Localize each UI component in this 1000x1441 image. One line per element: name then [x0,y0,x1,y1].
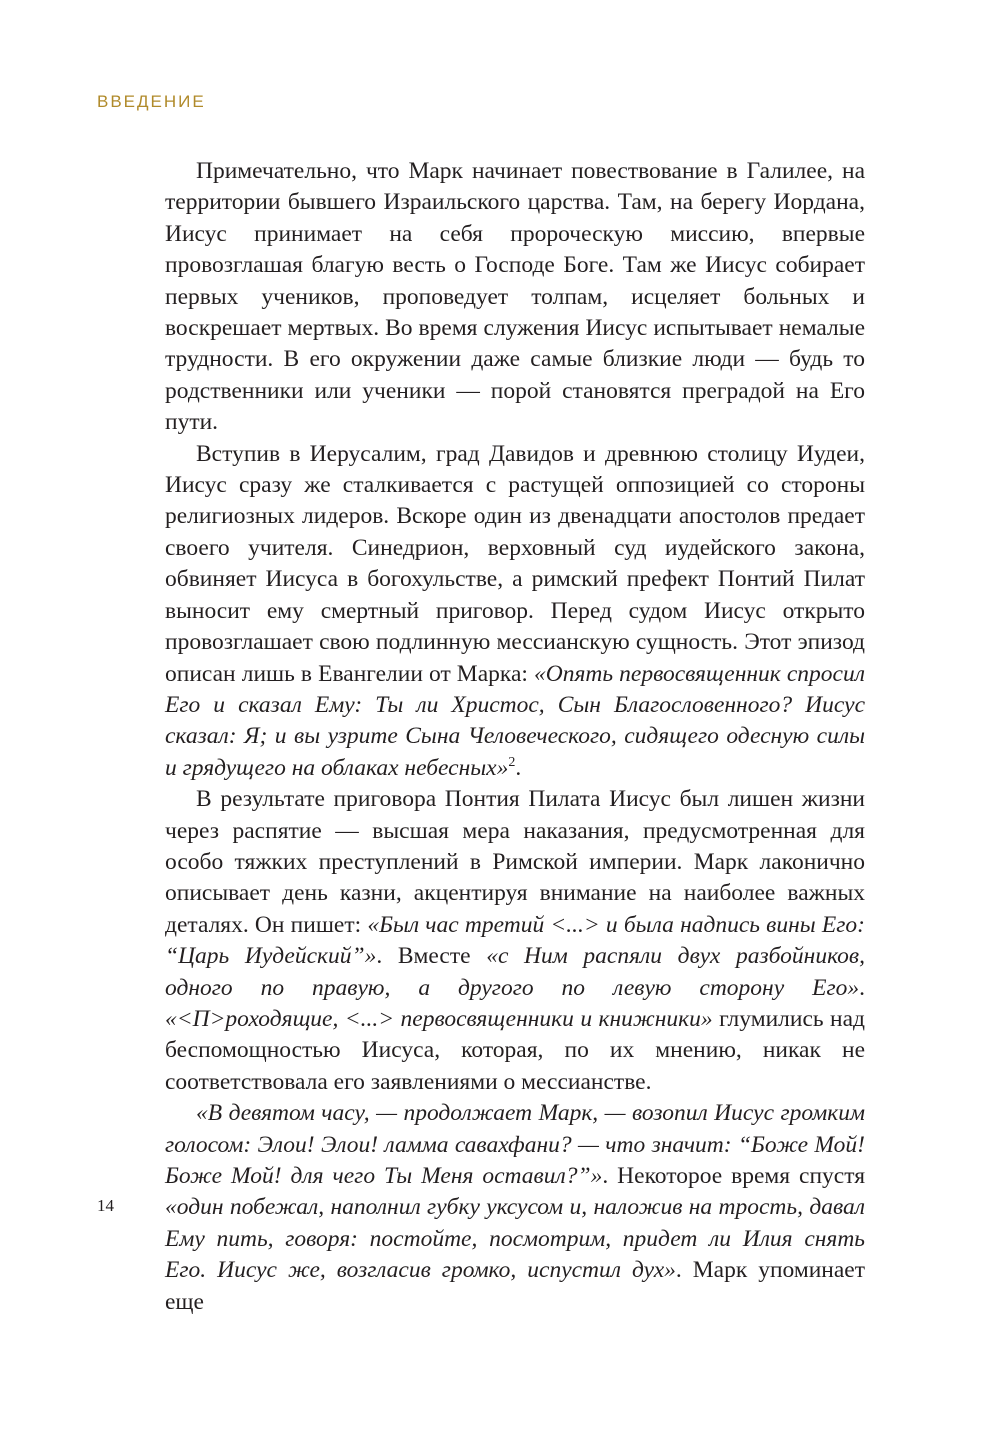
paragraph-3 [165,784,865,1098]
running-head: ВВЕДЕНИЕ [97,92,206,111]
page-number: 14 [97,1196,114,1215]
paragraph-3-text-d: глумились над беспомощностью Иисуса, которая, по их мнению, никак не соответствовала его заявлениями о мессианстве. [165,1005,865,1095]
quote-mark-14: «Опять первосвященник спросил Его и сказал Ему: Ты ли Христос, Сын Благословенного? Иисус сказал: Я; и вы узрите Сына Человеческого, сидящего одесную силы и грядущего на облаках небесных» [165,660,865,781]
paragraph-2-end: . [515,754,522,781]
paragraph-4 [165,1098,865,1318]
quote-passersby: «<П>роходящие, <...> первосвященники и книжники» [165,1005,713,1032]
paragraph-2-text: Вступив в Иерусалим, град Давидов и древнюю столицу Иудеи, Иисус сразу же сталкивается с растущей оппозицией со стороны религиозных лидеров. Вскоре один из двенадцати апостолов предает своего учителя. Синедрион, верховный суд иудейского закона, обвиняет Иисуса в богохульстве, а римский префект Понтий Пилат выносит ему смертный приговор. Перед судом Иисус открыто провозглашает свою подлинную мессианскую сущность. Этот эпизод описан лишь в Евангелии от Марка: [165,440,865,687]
paragraph-4-text-a: . Некоторое время спустя [602,1163,865,1189]
quote-inscription: «Был час третий <...> и была надпись вины Его: “Царь Иудейский”» [165,911,865,970]
paragraph-2 [165,439,865,784]
paragraph-3-text-b: . Вместе [376,943,487,970]
paragraph-4-text-b: . Марк упоминает еще [165,1257,865,1315]
quote-robbers: «с Ним распяли двух разбойников, одного по правую, а другого по левую сторону Его» [165,943,865,1001]
paragraph-1: Примечательно, что Марк начинает повествование в Галилее, на территории бывшего Израильского царства. Там, на берегу Иордана, Иисус принимает на себя пророческую миссию, впервые провозглашая благую весть о Господе Боге. Там же Иисус собирает первых учеников, проповедует толпам, исцеляет больных и воскрешает мертвых. Во время служения Иисус испытывает немалые трудности. В его окружении даже самые близкие люди — будь то родственники или ученики — порой становятся преградой на Его пути. [165,158,865,436]
quote-ninth-hour: «В девятом часу, — продолжает Марк, — возопил Иисус громким голосом: Элои! Элои! ламма савахфани? — что значит: “Боже Мой! Боже Мой! для чего Ты Меня оставил?”» [165,1100,865,1189]
paragraph-3-text-a: В результате приговора Понтия Пилата Иисус был лишен жизни через распятие — высшая мера наказания, предусмотренная для особо тяжких преступлений в Римской империи. Марк лаконично описывает день казни, акцентируя внимание на наиболее важных деталях. Он пишет: [165,786,865,938]
body-text [165,156,865,1318]
paragraph-3-text-c: . [859,974,865,1001]
footnote-ref[interactable]: 2 [508,754,516,770]
quote-sponge: «один побежал, наполнил губку уксусом и, наложив на трость, давал Ему пить, говоря: постойте, посмотрим, придет ли Илия снять Его. Иисус же, возгласив громко, испустил дух» [165,1194,865,1284]
